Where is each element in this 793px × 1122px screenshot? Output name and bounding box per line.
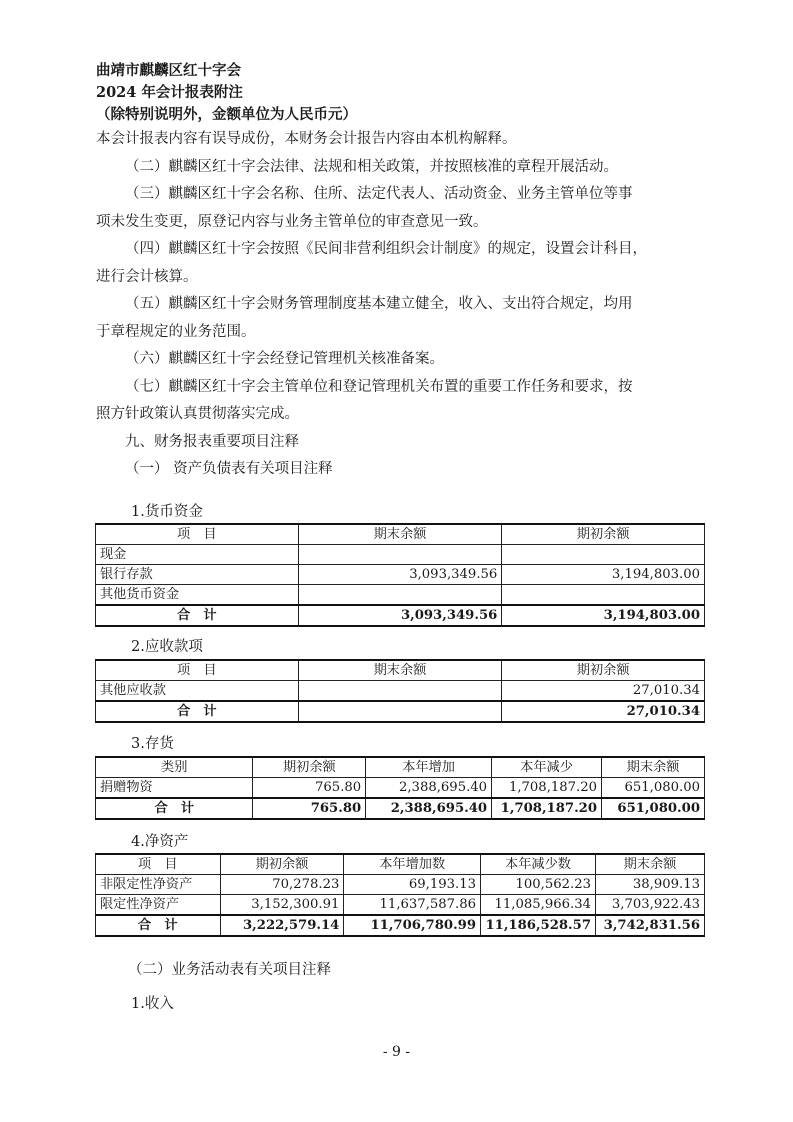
table-cell: 69,193.13 bbox=[344, 875, 481, 895]
table-cell: 100,562.23 bbox=[481, 875, 596, 895]
net-assets-table bbox=[95, 853, 705, 937]
table-cell: 1,708,187.20 bbox=[492, 778, 602, 799]
table-cell: 2,388,695.40 bbox=[366, 778, 492, 799]
table-title-net-assets: 4.净资产 bbox=[131, 834, 189, 850]
total-label: 合 计 bbox=[96, 915, 221, 936]
paragraph: （二）麒麟区红十字会法律、法规和相关政策，并按照核准的章程开展活动。 bbox=[125, 158, 618, 175]
header-cell: 项 目 bbox=[96, 524, 299, 545]
table-cell: 3,194,803.00 bbox=[502, 605, 705, 626]
table-cell: 3,742,831.56 bbox=[596, 915, 705, 936]
header-cell: 本年增加 bbox=[366, 757, 492, 778]
table-cell: 3,093,349.56 bbox=[298, 565, 502, 585]
table-title-receivables: 2.应收款项 bbox=[131, 639, 203, 655]
total-label: 合 计 bbox=[96, 798, 253, 819]
paragraph: 本会计报表内容有误导成份，本财务会计报告内容由本机构解释。 bbox=[96, 131, 517, 147]
table-row bbox=[96, 545, 705, 565]
paragraph: 于章程规定的业务范围。 bbox=[96, 323, 256, 340]
table-cell: 765.80 bbox=[253, 778, 366, 799]
table-row bbox=[96, 681, 705, 702]
receivables-table bbox=[95, 659, 705, 723]
paragraph: （七）麒麟区红十字会主管单位和登记管理机关布置的重要工作任务和要求，按 bbox=[125, 378, 633, 395]
page-number: - 9 - bbox=[382, 1044, 411, 1060]
table-cell bbox=[298, 545, 502, 565]
org-name: 曲靖市麒麟区红十字会 bbox=[96, 62, 241, 79]
header-cell: 本年减少 bbox=[492, 757, 602, 778]
subsection-income: 1.收入 bbox=[131, 996, 174, 1012]
table-header-row bbox=[96, 854, 705, 875]
table-cell: 其他应收款 bbox=[96, 681, 299, 702]
table-cell: 3,152,300.91 bbox=[220, 895, 344, 916]
total-label: 合 计 bbox=[96, 605, 299, 626]
table-cell bbox=[298, 681, 502, 702]
table-title-cash: 1.货币资金 bbox=[131, 504, 203, 520]
table-row bbox=[96, 585, 705, 606]
table-row bbox=[96, 565, 705, 585]
header-cell: 项 目 bbox=[96, 854, 221, 875]
table-cell: 限定性净资产 bbox=[96, 895, 221, 916]
header-cell: 类别 bbox=[96, 757, 253, 778]
header-cell: 期末余额 bbox=[298, 660, 502, 681]
inventory-table bbox=[95, 756, 705, 820]
total-label: 合 计 bbox=[96, 701, 299, 722]
table-cell: 2,388,695.40 bbox=[366, 798, 492, 819]
table-total-row bbox=[96, 915, 705, 936]
table-cell: 651,080.00 bbox=[602, 798, 705, 819]
table-cell bbox=[298, 585, 502, 606]
currency-note: （除特别说明外，金额单位为人民币元） bbox=[96, 106, 357, 123]
paragraph: （四）麒麟区红十字会按照《民间非营利组织会计制度》的规定，设置会计科目， bbox=[125, 241, 647, 257]
header-cell: 期末余额 bbox=[596, 854, 705, 875]
header-cell: 本年减少数 bbox=[481, 854, 596, 875]
header-cell: 期初余额 bbox=[502, 524, 705, 545]
table-cell: 11,706,780.99 bbox=[344, 915, 481, 936]
table-cell: 1,708,187.20 bbox=[492, 798, 602, 819]
table-cell bbox=[298, 701, 502, 722]
table-row bbox=[96, 895, 705, 916]
table-cell: 3,703,922.43 bbox=[596, 895, 705, 916]
paragraph: （三）麒麟区红十字会名称、住所、法定代表人、活动资金、业务主管单位等事 bbox=[125, 186, 633, 202]
table-header-row bbox=[96, 524, 705, 545]
table-cell bbox=[502, 545, 705, 565]
table-cell: 70,278.23 bbox=[220, 875, 344, 895]
table-header-row bbox=[96, 660, 705, 681]
table-cell: 11,637,587.86 bbox=[344, 895, 481, 916]
header-cell: 期末余额 bbox=[602, 757, 705, 778]
header-cell: 期初余额 bbox=[253, 757, 366, 778]
table-cell: 27,010.34 bbox=[502, 701, 705, 722]
paragraph: （六）麒麟区红十字会经登记管理机关核准备案。 bbox=[125, 351, 444, 367]
table-cell: 3,093,349.56 bbox=[298, 605, 502, 626]
table-cell: 38,909.13 bbox=[596, 875, 705, 895]
body-paragraphs bbox=[96, 126, 704, 484]
header-cell: 期初余额 bbox=[220, 854, 344, 875]
paragraph: 进行会计核算。 bbox=[96, 268, 198, 285]
cash-table bbox=[95, 523, 705, 627]
header-cell: 期末余额 bbox=[298, 524, 502, 545]
paragraph: 项未发生变更，原登记内容与业务主管单位的审查意见一致。 bbox=[96, 213, 488, 230]
table-cell: 765.80 bbox=[253, 798, 366, 819]
table-cell: 其他货币资金 bbox=[96, 585, 299, 606]
paragraph: 照方针政策认真贯彻落实完成。 bbox=[96, 406, 299, 422]
paragraph: （五）麒麟区红十字会财务管理制度基本建立健全，收入、支出符合规定，均用 bbox=[125, 296, 633, 312]
header-cell: 项 目 bbox=[96, 660, 299, 681]
table-header-row bbox=[96, 757, 705, 778]
table-cell: 651,080.00 bbox=[602, 778, 705, 799]
section-heading-activities: （二）业务活动表有关项目注释 bbox=[128, 962, 331, 978]
table-cell: 27,010.34 bbox=[502, 681, 705, 702]
table-cell bbox=[502, 585, 705, 606]
table-cell: 非限定性净资产 bbox=[96, 875, 221, 895]
table-cell: 11,085,966.34 bbox=[481, 895, 596, 916]
header-cell: 本年增加数 bbox=[344, 854, 481, 875]
document-header bbox=[96, 60, 357, 126]
table-total-row bbox=[96, 701, 705, 722]
section-heading: 九、财务报表重要项目注释 bbox=[125, 433, 299, 450]
table-cell: 3,222,579.14 bbox=[220, 915, 344, 936]
table-title-inventory: 3.存货 bbox=[131, 736, 174, 752]
table-row bbox=[96, 778, 705, 799]
table-row bbox=[96, 875, 705, 895]
table-total-row bbox=[96, 605, 705, 626]
subsection-heading: （一） 资产负债表有关项目注释 bbox=[125, 461, 333, 477]
table-cell: 银行存款 bbox=[96, 565, 299, 585]
table-cell: 捐赠物资 bbox=[96, 778, 253, 799]
table-cell: 3,194,803.00 bbox=[502, 565, 705, 585]
report-title: 2024 年会计报表附注 bbox=[96, 84, 243, 101]
table-total-row bbox=[96, 798, 705, 819]
table-cell: 现金 bbox=[96, 545, 299, 565]
table-cell: 11,186,528.57 bbox=[481, 915, 596, 936]
header-cell: 期初余额 bbox=[502, 660, 705, 681]
